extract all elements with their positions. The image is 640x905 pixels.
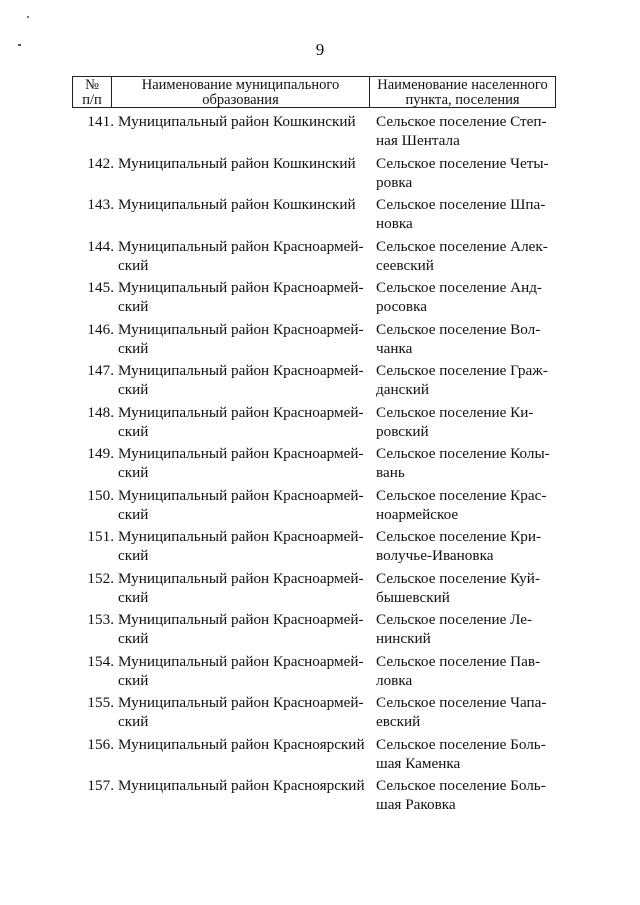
- settlement-line: Сельское поселение Крас-: [376, 486, 547, 504]
- municipality-cell: [118, 403, 370, 441]
- table-row: [0, 693, 640, 735]
- table-row: [0, 569, 640, 611]
- settlement-cell: [376, 527, 556, 565]
- settlement-cell: [376, 735, 556, 773]
- row-number: 144.: [87, 237, 114, 255]
- settlement-line: Сельское поселение Колы-: [376, 445, 550, 462]
- table-row: [0, 610, 640, 652]
- settlement-line: Сельское поселение Шпа-: [376, 196, 546, 213]
- table-row: [0, 320, 640, 362]
- settlement-line: Сельское поселение Пав-: [376, 652, 541, 670]
- settlement-line: ровка: [376, 173, 413, 191]
- settlement-cell: [376, 569, 556, 607]
- municipality-line: Муниципальный район Кошкинский: [118, 113, 356, 130]
- municipality-line: Муниципальный район Красноармей-: [118, 652, 364, 670]
- settlement-line: Сельское поселение Чапа-: [376, 694, 547, 711]
- settlement-cell: [376, 195, 556, 233]
- settlement-line: волучье-Ивановка: [376, 547, 494, 564]
- settlement-line: Сельское поселение Анд-: [376, 279, 542, 296]
- header-settlement-cell: [370, 77, 555, 107]
- row-number: 147.: [87, 362, 114, 379]
- municipality-line: Муниципальный район Красноармей-: [118, 279, 364, 296]
- row-number: 142.: [87, 154, 114, 172]
- municipality-line: Муниципальный район Красноармей-: [118, 445, 364, 462]
- settlement-line: Сельское поселение Кри-: [376, 528, 542, 545]
- settlement-cell: [376, 776, 556, 814]
- table-header: [72, 76, 556, 108]
- municipality-line: ский: [118, 381, 149, 398]
- municipality-cell: [118, 361, 370, 399]
- table-row: [0, 403, 640, 445]
- municipality-cell: [118, 735, 370, 754]
- table-row: [0, 154, 640, 196]
- municipality-line: Муниципальный район Красноармей-: [118, 694, 364, 711]
- row-number: 141.: [87, 113, 114, 130]
- row-number: 146.: [87, 320, 114, 338]
- row-number: 151.: [87, 528, 114, 545]
- settlement-line: ноармейское: [376, 505, 459, 523]
- settlement-cell: [376, 444, 556, 482]
- settlement-line: ная Шентала: [376, 132, 460, 149]
- municipality-cell: [118, 776, 370, 795]
- settlement-line: данский: [376, 381, 429, 398]
- settlement-cell: [376, 652, 556, 690]
- row-number: 150.: [87, 486, 114, 504]
- settlement-line: Сельское поселение Четы-: [376, 154, 549, 172]
- settlement-line: шая Каменка: [376, 754, 461, 772]
- settlement-cell: [376, 112, 556, 150]
- settlement-line: Сельское поселение Боль-: [376, 735, 546, 753]
- header-municipality-cell: [112, 77, 370, 107]
- row-number: 153.: [87, 611, 114, 628]
- municipality-line: ский: [118, 464, 149, 481]
- municipality-cell: [118, 154, 370, 173]
- settlement-cell: [376, 403, 556, 441]
- municipality-line: Муниципальный район Красноармей-: [118, 528, 364, 545]
- header-number-cell: [73, 77, 112, 107]
- settlement-cell: [376, 361, 556, 399]
- municipality-line: ский: [118, 505, 149, 523]
- settlement-line: ровский: [376, 422, 429, 440]
- table-row: [0, 278, 640, 320]
- header-settlement-line: пункта, поселения: [405, 92, 520, 107]
- settlement-line: Сельское поселение Граж-: [376, 362, 548, 379]
- settlement-line: евский: [376, 713, 421, 730]
- settlement-line: росовка: [376, 298, 427, 315]
- municipality-cell: [118, 527, 370, 565]
- settlement-line: новка: [376, 215, 413, 232]
- settlement-cell: [376, 237, 556, 275]
- settlement-line: Сельское поселение Ки-: [376, 403, 534, 421]
- table-row: [0, 361, 640, 403]
- settlement-cell: [376, 486, 556, 524]
- municipality-cell: [118, 195, 370, 214]
- settlement-line: шая Раковка: [376, 796, 456, 813]
- municipality-line: ский: [118, 339, 149, 357]
- municipality-line: ский: [118, 256, 149, 274]
- table-row: [0, 776, 640, 818]
- municipality-cell: [118, 444, 370, 482]
- settlement-line: ловка: [376, 671, 413, 689]
- page-number: 9: [315, 40, 325, 59]
- municipality-line: ский: [118, 298, 149, 315]
- header-municipality-line: Наименование муниципального: [141, 77, 340, 93]
- municipality-line: Муниципальный район Красноармей-: [118, 320, 364, 338]
- header-number-line: №: [85, 77, 99, 93]
- settlement-cell: [376, 278, 556, 316]
- municipality-line: ский: [118, 630, 149, 647]
- settlement-line: Сельское поселение Степ-: [376, 113, 547, 130]
- municipality-line: ский: [118, 588, 149, 606]
- row-number: 148.: [87, 403, 114, 421]
- settlement-line: сеевский: [376, 256, 434, 274]
- settlement-line: чанка: [376, 339, 413, 357]
- municipality-line: Муниципальный район Кошкинский: [118, 196, 356, 213]
- row-number: 157.: [87, 777, 114, 794]
- municipality-cell: [118, 278, 370, 316]
- municipality-cell: [118, 610, 370, 648]
- settlement-line: нинский: [376, 630, 431, 647]
- table-row: [0, 112, 640, 154]
- table-body: [0, 112, 640, 818]
- header-number-line: п/п: [82, 92, 102, 107]
- settlement-cell: [376, 154, 556, 192]
- municipality-cell: [118, 693, 370, 731]
- table-row: [0, 735, 640, 777]
- table-row: [0, 237, 640, 279]
- municipality-cell: [118, 112, 370, 131]
- municipality-line: ский: [118, 671, 149, 689]
- municipality-line: Муниципальный район Кошкинский: [118, 154, 356, 172]
- row-number: 152.: [87, 569, 114, 587]
- municipality-line: ский: [118, 422, 149, 440]
- municipality-line: ский: [118, 547, 149, 564]
- municipality-line: Муниципальный район Красноармей-: [118, 362, 364, 379]
- row-number: 156.: [87, 735, 114, 753]
- settlement-line: Сельское поселение Алек-: [376, 237, 548, 255]
- header-municipality-line: образования: [202, 92, 279, 107]
- municipality-cell: [118, 486, 370, 524]
- settlement-line: Сельское поселение Ле-: [376, 611, 533, 628]
- scan-speck: [27, 16, 29, 18]
- municipality-line: Муниципальный район Красноармей-: [118, 403, 364, 421]
- municipality-line: ский: [118, 713, 149, 730]
- settlement-line: Сельское поселение Вол-: [376, 320, 541, 338]
- row-number: 149.: [87, 445, 114, 462]
- municipality-line: Муниципальный район Красноармей-: [118, 569, 364, 587]
- municipality-line: Муниципальный район Красноярский: [118, 777, 365, 794]
- municipality-line: Муниципальный район Красноармей-: [118, 611, 364, 628]
- municipality-cell: [118, 237, 370, 275]
- settlement-line: вань: [376, 464, 405, 481]
- settlement-cell: [376, 320, 556, 358]
- settlement-cell: [376, 610, 556, 648]
- table-row: [0, 486, 640, 528]
- header-settlement-line: Наименование населенного: [377, 77, 548, 93]
- municipality-line: Муниципальный район Красноармей-: [118, 237, 364, 255]
- table-row: [0, 652, 640, 694]
- settlement-line: Сельское поселение Боль-: [376, 777, 546, 794]
- municipality-cell: [118, 652, 370, 690]
- settlement-line: бышевский: [376, 588, 450, 606]
- settlement-cell: [376, 693, 556, 731]
- row-number: 143.: [87, 196, 114, 213]
- row-number: 145.: [87, 279, 114, 296]
- row-number: 155.: [87, 694, 114, 711]
- table-row: [0, 195, 640, 237]
- settlement-line: Сельское поселение Куй-: [376, 569, 540, 587]
- municipality-cell: [118, 569, 370, 607]
- table-row: [0, 444, 640, 486]
- municipality-line: Муниципальный район Красноярский: [118, 735, 365, 753]
- municipality-cell: [118, 320, 370, 358]
- row-number: 154.: [87, 652, 114, 670]
- municipality-line: Муниципальный район Красноармей-: [118, 486, 364, 504]
- table-row: [0, 527, 640, 569]
